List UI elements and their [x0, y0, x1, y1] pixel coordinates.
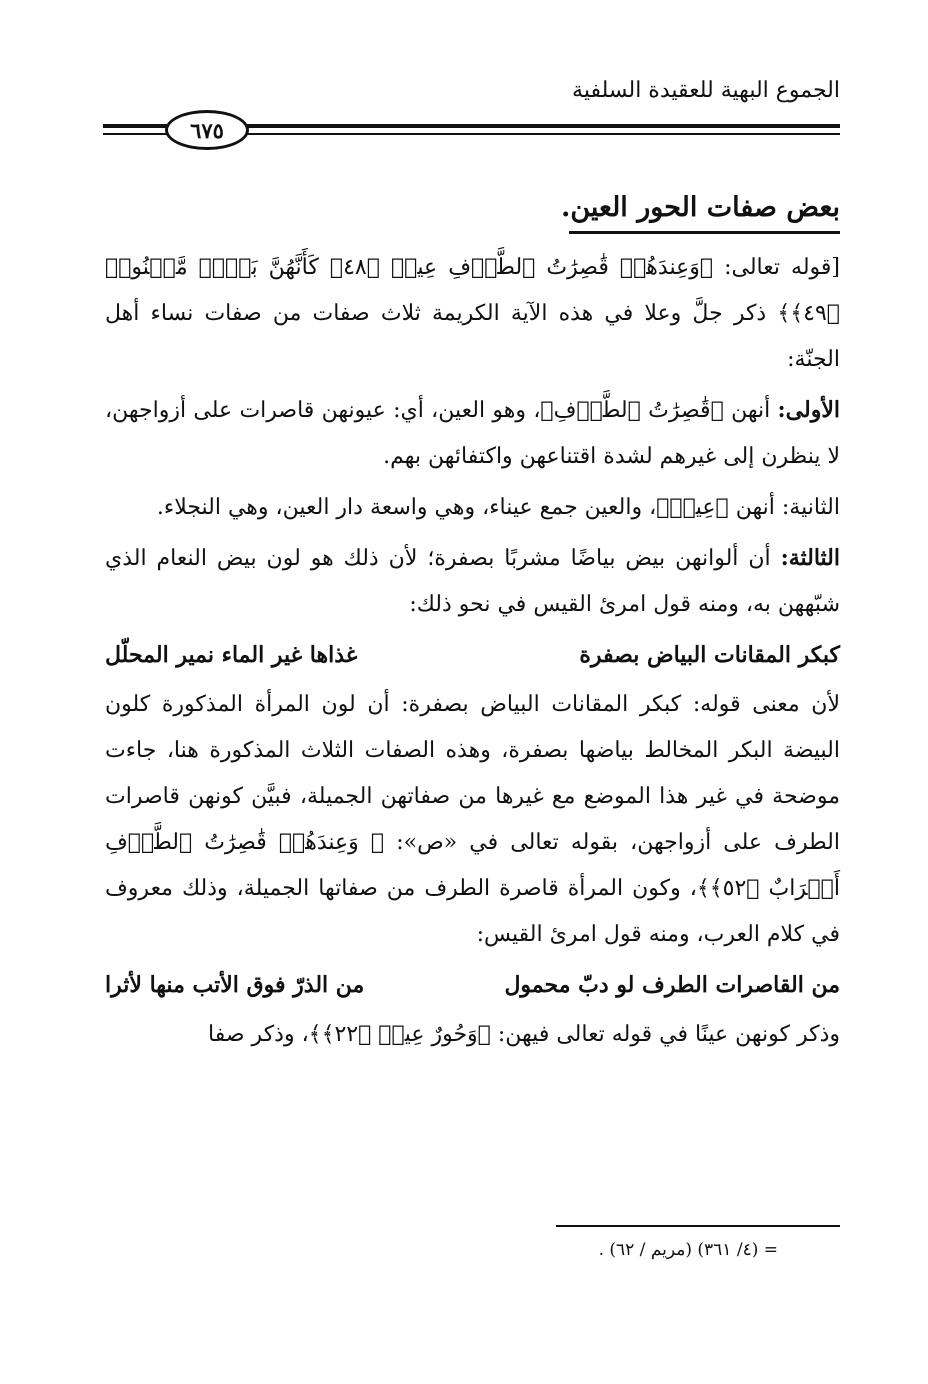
body-text	[105, 244, 840, 1062]
section-title: بعض صفات الحور العين.	[560, 192, 840, 223]
poetry-verse-1	[105, 632, 840, 678]
paragraph-label: الثالثة:	[780, 545, 840, 571]
verse-first-hemistich: من القاصرات الطرف لو دبّ محمول	[504, 972, 840, 998]
paragraph-text: أنهن ﴿قَٰصِرَٰتُ ٱلطَّرۡفِ﴾، وهو العين، أي: عيونهن قاصرات على أزواجهن، لا ينظرن إلى غيرهم لشدة اقتناعهن واكتفائهن بهم.	[105, 398, 840, 469]
section-title-underline	[569, 231, 840, 234]
paragraph-explanation: لأن معنى قوله: كبكر المقانات البياض بصفرة: أن لون المرأة المذكورة كلون البيضة البكر المخالط بياضها بصفرة، وهذه الصفات الثلاث المذكورة هنا، جاءت موضحة في غير هذا الموضع مع غيرها من صفاتهن الجميلة، فبيَّن كونهن قاصرات الطرف على أزواجهن، بقوله تعالى في «ص»: ﴿ وَعِندَهُمۡ قَٰصِرَٰتُ ٱلطَّرۡفِ أَتۡرَابٌ ﴿٥٢﴾﴾، وكون المرأة قاصرة الطرف من صفاتها الجميلة، وذلك معروف في كلام العرب، ومنه قول امرئ القيس:	[105, 692, 840, 947]
running-head-title: الجموع البهية للعقيدة السلفية	[572, 78, 840, 103]
footnote: = (٤/ ٣٦١) (مريم / ٦٢) .	[598, 1240, 778, 1260]
paragraph-text: [قوله تعالى: ﴿وَعِندَهُمۡ قَٰصِرَٰتُ ٱلطَّرۡفِ عِينٞ ﴿٤٨﴾ كَأَنَّهُنَّ بَيۡضٞ مَّكۡنُونٞ ﴿٤٩﴾﴾ ذكر جلَّ وعلا في هذه الآية الكريمة ثلاث صفات من صفات نساء أهل الجنّة:	[105, 255, 840, 372]
footnote-separator	[556, 1225, 840, 1227]
verse-first-hemistich: كبكر المقانات البياض بصفرة	[579, 642, 840, 668]
verse-second-hemistich: غذاها غير الماء نمير المحلّل	[105, 642, 358, 668]
page-number: ٦٧٥	[165, 110, 249, 150]
paragraph-second-trait	[105, 484, 840, 531]
paragraph-verse-intro	[105, 244, 840, 383]
paragraph-first-trait	[105, 387, 840, 480]
paragraph-third-trait	[105, 535, 840, 628]
poetry-verse-2	[105, 962, 840, 1008]
paragraph-text: الثانية: أنهن ﴿عِينٞ﴾، والعين جمع عيناء، وهي واسعة دار العين، وهي النجلاء.	[156, 495, 840, 520]
paragraph-text: أن ألوانهن بيض بياضًا مشربًا بصفرة؛ لأن ذلك هو لون بيض النعام الذي شبّههن به، ومنه قول امرئ القيس في نحو ذلك:	[105, 546, 840, 617]
paragraph-continued: وذكر كونهن عينًا في قوله تعالى فيهن: ﴿وَحُورٌ عِينٞ ﴿٢٢﴾﴾، وذكر صفا	[208, 1022, 840, 1047]
paragraph-label: الأولى:	[777, 397, 840, 423]
verse-second-hemistich: من الذرّ فوق الأتب منها لأثرا	[105, 972, 365, 998]
